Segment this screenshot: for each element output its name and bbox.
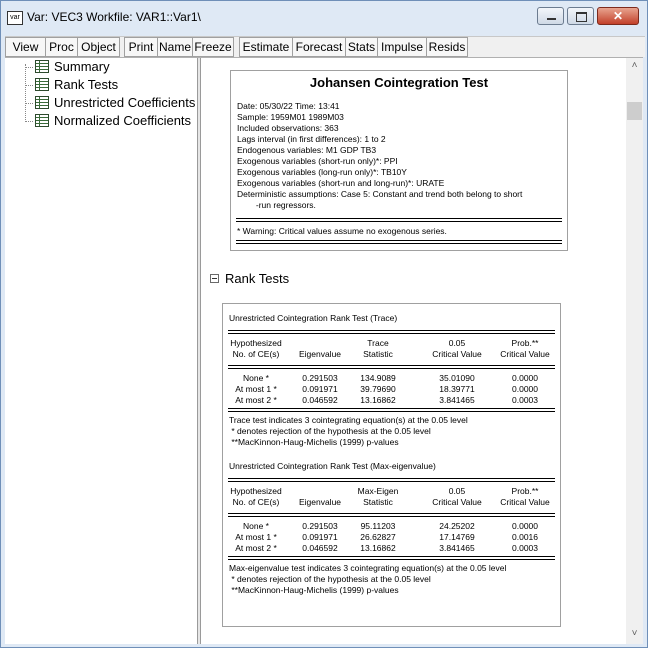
- tree-item-label: Rank Tests: [54, 77, 119, 92]
- col-header: Prob.**: [511, 486, 539, 496]
- table-cell: At most 1 *: [235, 532, 277, 542]
- col-header: Critical Value: [500, 497, 550, 507]
- trace-note: * denotes rejection of the hypothesis at the 0.05 level: [229, 426, 431, 436]
- tree-branch: [25, 67, 33, 68]
- table-cell: None *: [243, 373, 269, 383]
- table-cell: 3.841465: [439, 543, 475, 553]
- object-button[interactable]: Object: [77, 37, 120, 57]
- col-header: No. of CE(s): [232, 497, 280, 507]
- rank-tests-table: [222, 303, 561, 627]
- table-rule: [228, 330, 555, 334]
- table-cell: 0.091971: [302, 384, 338, 394]
- col-header: Eigenvalue: [298, 349, 342, 359]
- col-header: Statistic: [363, 497, 393, 507]
- name-button[interactable]: Name: [157, 37, 193, 57]
- col-header: Prob.**: [511, 338, 539, 348]
- summary-line: Exogenous variables (long-run only)*: TB10Y: [237, 167, 407, 177]
- maxeig-note: * denotes rejection of the hypothesis at the 0.05 level: [229, 574, 431, 584]
- maximize-button[interactable]: [567, 7, 594, 25]
- col-header: 0.05: [448, 486, 466, 496]
- table-cell: 0.0000: [512, 521, 538, 531]
- view-button[interactable]: View: [5, 37, 46, 57]
- summary-line: Deterministic assumptions: Case 5: Constant and trend both belong to short: [237, 189, 523, 199]
- freeze-button[interactable]: Freeze: [192, 37, 234, 57]
- table-icon: [35, 114, 49, 127]
- pane-splitter[interactable]: [197, 58, 201, 644]
- table-cell: 24.25202: [439, 521, 475, 531]
- tree-item-label: Unrestricted Coefficients: [54, 95, 196, 110]
- summary-line: Sample: 1959M01 1989M03: [237, 112, 344, 122]
- table-cell: 0.046592: [302, 395, 338, 405]
- maxeig-note: **MacKinnon-Haug-Michelis (1999) p-values: [229, 585, 399, 595]
- table-cell: 0.046592: [302, 543, 338, 553]
- table-cell: 0.291503: [302, 373, 338, 383]
- var-object-icon: var: [7, 11, 23, 25]
- table-cell: 134.9089: [360, 373, 396, 383]
- table-rule: [228, 408, 555, 412]
- table-rule: [236, 240, 562, 244]
- table-rule: [236, 218, 562, 222]
- trace-test-title: Unrestricted Cointegration Rank Test (Trace): [229, 313, 398, 323]
- output-tree: [5, 58, 197, 644]
- tree-item-normalized-coefficients[interactable]: [5, 112, 197, 130]
- stats-button[interactable]: Stats: [345, 37, 378, 57]
- table-rule: [228, 365, 555, 369]
- table-icon: [35, 78, 49, 91]
- col-header: Critical Value: [432, 349, 482, 359]
- summary-title: Johansen Cointegration Test: [309, 75, 489, 90]
- col-header: Trace: [367, 338, 389, 348]
- title-bar[interactable]: [1, 1, 647, 31]
- rank-tests-section[interactable]: [210, 270, 410, 288]
- tree-item-unrestricted-coefficients[interactable]: [5, 94, 197, 112]
- print-button[interactable]: Print: [124, 37, 158, 57]
- col-header: Eigenvalue: [298, 497, 342, 507]
- table-cell: 13.16862: [360, 543, 396, 553]
- table-cell: 17.14769: [439, 532, 475, 542]
- summary-table: [230, 70, 568, 251]
- col-header: No. of CE(s): [232, 349, 280, 359]
- summary-line: Exogenous variables (short-run only)*: PPI: [237, 156, 398, 166]
- col-header: Max-Eigen: [357, 486, 399, 496]
- table-cell: 95.11203: [360, 521, 396, 531]
- close-button[interactable]: [597, 7, 639, 25]
- table-cell: None *: [243, 521, 269, 531]
- table-rule: [228, 556, 555, 560]
- maximize-icon: [576, 12, 587, 22]
- trace-note: Trace test indicates 3 cointegrating equation(s) at the 0.05 level: [229, 415, 468, 425]
- tree-item-label: Normalized Coefficients: [54, 113, 192, 128]
- table-icon: [35, 60, 49, 73]
- col-header: Hypothesized: [230, 486, 282, 496]
- table-cell: 13.16862: [360, 395, 396, 405]
- table-icon: [35, 96, 49, 109]
- summary-line: Endogenous variables: M1 GDP TB3: [237, 145, 377, 155]
- table-rule: [228, 513, 555, 517]
- table-cell: 0.0000: [512, 384, 538, 394]
- forecast-button[interactable]: Forecast: [292, 37, 346, 57]
- proc-button[interactable]: Proc: [45, 37, 78, 57]
- section-title: Rank Tests: [225, 271, 290, 286]
- table-cell: 0.0016: [512, 532, 538, 542]
- table-cell: 0.291503: [302, 521, 338, 531]
- tree-item-label: Summary: [54, 59, 110, 74]
- minimize-button[interactable]: [537, 7, 564, 25]
- summary-line: Included observations: 363: [237, 123, 339, 133]
- content-area: [5, 57, 643, 644]
- vertical-scrollbar[interactable]: [626, 58, 643, 644]
- resids-button[interactable]: Resids: [426, 37, 468, 57]
- summary-line: Date: 05/30/22 Time: 13:41: [237, 101, 340, 111]
- maxeig-test-title: Unrestricted Cointegration Rank Test (Max-eigenvalue): [229, 461, 436, 471]
- minimize-icon: [547, 18, 556, 20]
- tree-item-rank-tests[interactable]: [5, 76, 197, 94]
- maxeig-note: Max-eigenvalue test indicates 3 cointegrating equation(s) at the 0.05 level: [229, 563, 507, 573]
- table-cell: 35.01090: [439, 373, 475, 383]
- object-toolbar: [5, 36, 645, 57]
- output-pane: [202, 58, 626, 644]
- scroll-up-icon[interactable]: ˄: [631, 60, 638, 71]
- impulse-button[interactable]: Impulse: [377, 37, 427, 57]
- summary-line: -run regressors.: [237, 200, 316, 210]
- summary-line: Lags interval (in first differences): 1 to 2: [237, 134, 386, 144]
- scroll-thumb[interactable]: [627, 102, 642, 120]
- table-cell: 39.79690: [360, 384, 396, 394]
- window-title: Var: VEC3 Workfile: VAR1::Var1\: [27, 10, 201, 24]
- scroll-down-icon[interactable]: ˅: [631, 628, 638, 639]
- table-cell: 3.841465: [439, 395, 475, 405]
- tree-item-summary[interactable]: [5, 58, 197, 76]
- tree-branch: [25, 103, 33, 104]
- table-cell: At most 2 *: [235, 543, 277, 553]
- col-header: Critical Value: [432, 497, 482, 507]
- col-header: 0.05: [448, 338, 466, 348]
- col-header: Hypothesized: [230, 338, 282, 348]
- table-cell: At most 1 *: [235, 384, 277, 394]
- table-rule: [228, 478, 555, 482]
- table-cell: 0.0000: [512, 373, 538, 383]
- table-cell: 0.0003: [512, 395, 538, 405]
- col-header: Statistic: [363, 349, 393, 359]
- table-cell: 18.39771: [439, 384, 475, 394]
- table-cell: 0.091971: [302, 532, 338, 542]
- tree-branch: [25, 85, 33, 86]
- warning-text: * Warning: Critical values assume no exogenous series.: [237, 226, 447, 236]
- trace-note: **MacKinnon-Haug-Michelis (1999) p-values: [229, 437, 399, 447]
- table-cell: 0.0003: [512, 543, 538, 553]
- tree-branch: [25, 121, 33, 122]
- close-icon: ✕: [612, 9, 624, 23]
- estimate-button[interactable]: Estimate: [239, 37, 293, 57]
- summary-line: Exogenous variables (short-run and long-run)*: URATE: [237, 178, 445, 188]
- table-cell: 26.62827: [360, 532, 396, 542]
- col-header: Critical Value: [500, 349, 550, 359]
- table-cell: At most 2 *: [235, 395, 277, 405]
- collapse-icon[interactable]: [210, 274, 219, 283]
